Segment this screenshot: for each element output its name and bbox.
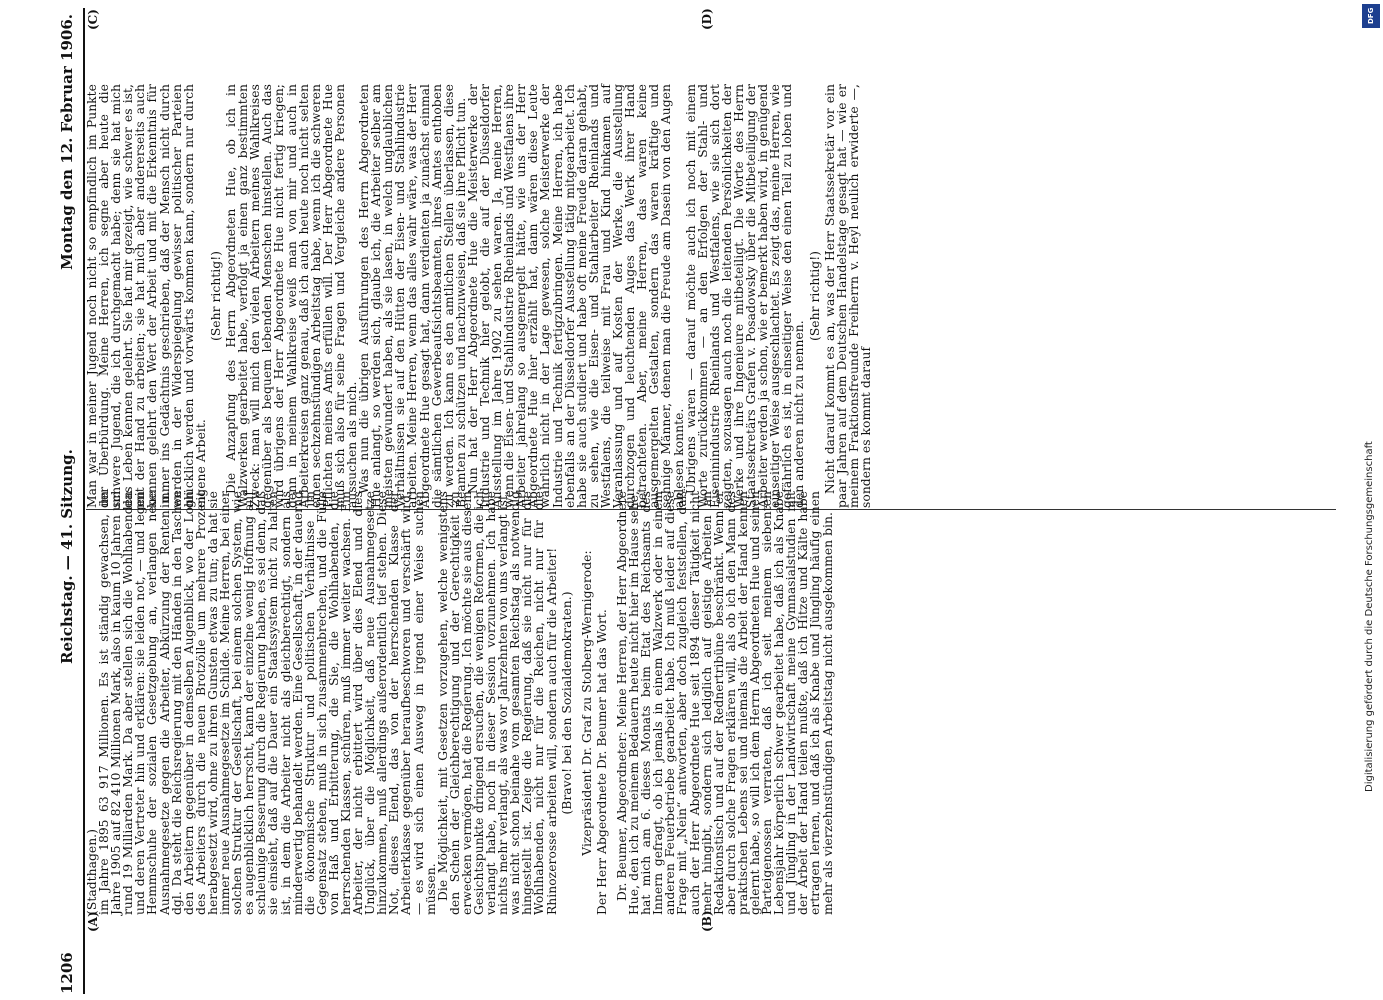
paragraph: Was nun die übrigen Ausführungen des Herrn Abgeordneten Hue anlangt, so werden sich, glaube ich, die Arbeiter selber am meisten gewundert haben, als sie lasen, in welch unglaublichen Verhältnissen sie auf den Hütten der Eisen- und Stahlindustrie arbeiten. Meine Herren, wenn das alles wahr wäre, was der Herr Abgeordnete Hue gesagt hat, dann verdienten ja zunächst einmal die sämtlichen Gewerbeaufsichtsbeamten, ihres Amtes enthoben zu werden. Ich kann es den amtlichen Stellen überlassen, diese Beamten zu schützen und nachzuweisen, daß sie ihre Pflicht tun.	[357, 84, 468, 508]
paragraph: Die Anzapfung des Herrn Abgeordneten Hue, ob ich in Walzwerken gearbeitet habe, verfolgt ja einen ganz bestimmten Zweck: man will mich den vielen Arbeitern meines Wahlkreises gegenüber als bequem lebenden Menschen hinstellen. Auch das wird übrigens der Herr Abgeordnete Hue nicht fertig kriegen; denn in meinem Wahlkreise weiß man von mir und auch in Arbeiterkreisen ganz genau, daß ich auch heute noch nicht selten einen sechzehnstündigen Arbeitstag habe, wenn ich die schweren Pflichten meines Amts erfüllen will. Der Herr Abgeordnete Hue muß sich also für seine Fragen und Vergleiche andere Personen aussuchen als mich.	[224, 84, 359, 508]
left-column	[86, 491, 834, 915]
session-title: Reichstag. — 41. Sitzung.	[58, 449, 76, 664]
margin-marker-d: (D)	[700, 8, 714, 30]
margin-marker-b: (B)	[700, 910, 714, 932]
session-date: Montag den 12. Februar 1906.	[58, 14, 76, 270]
dfg-logo: DFG	[1362, 4, 1380, 28]
approval-note: (Sehr richtig!)	[208, 250, 223, 342]
paragraph: Übrigens waren — darauf möchte auch ich noch mit einem Worte zurückkommen — an den Erfolgen der Stahl- und Eiseninindustrie Rheinlands und Westfalens, wie sie sich dort zeigten, sozusagen auch noch die leitenden Persönlichkeiten der Werke und ihre Ingenieure mitbeteiligt. Die Worte des Herrn Staatssekretärs Grafen v. Posadowsky über die Mitbeteiligung der Arbeiter werden ja schon, wie er bemerkt haben wird, in genügend einseitiger Weise ausgeschlachtet. Es zeigt das, meine Herren, wie gefährlich es ist, in einseitiger Weise den einen Teil zu loben und den anderen nicht zu nennen.	[683, 84, 807, 508]
paragraph: Nun hat der Herr Abgeordnete Hue die Meisterwerke der Industrie und Technik hier gelobt, die auf der Düsseldorfer Ausstellung im Jahre 1902 zu sehen waren. Ja, meine Herren, wenn die Eisen- und Stahlindustrie Rheinlands und Westfalens ihre Arbeiter jahrelang so ausgemergelt hätte, wie uns der Herr Abgeordnete Hue hier erzählt hat, dann wären diese Leute wahrlich nicht in der Lage gewesen, solche Meisterwerke der Industrie und Technik fertigzubringen. Meine Herren, ich habe ebenfalls an der Düsseldorfer Ausstellung tätig mitgearbeitet. Ich habe sie auch studiert und habe oft meine Freude daran gehabt, zu sehen, wie die Eisen- und Stahlarbeiter Rheinlands und Westfalens, die teilweise mit Frau und Kind hinkamen auf Veranlassung und auf Kosten der Werke, die Ausstellung durchzogen und leuchtenden Auges das Werk ihrer Hand betrachteten. Aber, meine Herren, das waren keine ausgemergelten Gestalten, sondern das waren kräftige und sehnige Männer, denen man die Freude am Dasein von den Augen ablesen konnte.	[465, 84, 686, 508]
paragraph: Nicht darauf kommt es an, was der Herr Staatssekretär vor ein paar Jahren auf dem Deutschen Handelstage gesagt hat — wie er meinem Fraktionsfreunde Freiherrn v. Heyl neulich erwiderte —, sondern es kommt darauf	[822, 84, 873, 508]
right-column	[86, 84, 872, 508]
page-header	[58, 8, 82, 994]
paragraph: Dr. Beumer, Abgeordneter: Meine Herren, der Herr Abgeordnete Hue, den ich zu meinem Bedauern heute nicht hier im Hause sehe, hat mich am 6. dieses Monats beim Etat des Reichsamts des Innern gefragt, ob ich jemals in einem Walzwerk oder in einem anderen Feuerbetriebe gearbeitet habe. Ich muß leider auf diese Frage mit „Nein“ antworten, aber doch zugleich feststellen, daß auch der Herr Abgeordnete Hue seit 1894 dieser Tätigkeit nicht mehr hingibt, sondern sich lediglich auf geistige Arbeiten an Redaktionstisch und auf der Rednertribüne beschränkt. Wenn er aber durch solche Fragen erklären will, als ob ich den Mann des praktischen Lebens sei und niemals die Arbeit der Hand kennen gelernt habe, so will ich dem Herrn Abgeordneten Hue und seinen Parteigenossen verraten, daß ich seit meinem siebenten Lebensjahr körperlich schwer gearbeitet habe, daß ich als Knabe und Jüngling in der Landwirtschaft meine Gymnasialstudien mit der Arbeit der Hand teilen mußte, daß ich Hitze und Kälte habe ertragen lernen, und daß ich als Knabe und Jüngling häufig einen mehr als vierzehnstündigen Arbeitstag nicht ausgekommen bin.	[614, 491, 835, 915]
vice-president-line: Vizepräsident Dr. Graf zu Stolberg-Wernigerode:	[579, 550, 594, 856]
paragraph: im Jahre 1895 63 917 Millionen. Es ist ständig gewachsen, im Jahre 1905 auf 82 410 Millionen Mark, also in kaum 10 Jahren um rund 19 Milliarden Mark. Da aber stellen sich die Wohlhabenden und deren Vertreter hin und erklären: sie leiden not, — und legen Hemmschuhe der sozialen Gesetzgebung an, verlangen neue Ausnahmegesetze gegen die Arbeiter, Abkürzung der Renten u. dgl. Da steht die Reichsregierung mit den Händen in den Taschen den Arbeitern gegenüber in demselben Augenblick, wo der Lohn des Arbeiters durch die neuen Brotzölle um mehrere Prozent herabgesetzt wird, ohne zu ihren Gunsten etwas zu tun; da hat sie immer neue Ausnahmegesetze im Schilde. Meine Herren, bei einer solchen Struktur der Gesellschaft, bei einem solchen System, wie es augenblicklich herrscht, kann der einzelne wenig Hoffnung auf schleunige Besserung durch die Regierung haben, es sei denn, daß sie einsieht, daß auf die Dauer ein Staatssystem nicht zu halten ist, in dem die Arbeiter nicht als gleichberechtigt, sondern als minderwertig behandelt werden. Eine Gesellschaft, in der dauernd die ökonomische Struktur und politischen Verhältnisse im Gegensatz stehen, muß in sich zusammenbrechen, und die Fülle von Haß und Erbitterung, die Sie, die Wohlhabenden, die herrschenden Klassen, schüren, muß immer weiter wachsen. Ein Arbeiter, der nicht erbittert wird über dies Elend und dies Unglück, über die Möglichkeit, daß neue Ausnahmegesetze hinzukommen, muß allerdings außerordentlich tief stehen. Diese Not, dieses Elend, das von der herrschenden Klasse der Arbeiterklasse gegenüber heraufbeschworen und verschärft wird, — es wird sich einen Ausweg in irgend einer Weise suchen müssen.	[97, 491, 438, 915]
paragraph: Man war in meiner Jugend noch nicht so empfindlich im Punkte der Überbürdung. Meine Herren, ich segne aber heute die schwere Jugend, die ich durchgemacht habe; denn sie hat mich das Leben kennen gelehrt. Sie hat mir gezeigt, wie schwer es ist, mit der Hand zu arbeiten; sie hat mich aber andererseits auch kennen gelehrt den Wert der Arbeit und mit die Erkenntnis für immer ins Gedächtnis geschrieben, daß der Mensch nicht durch werden in der Widerspiegelung gewisser politischer Parteien glücklich werden und vorwärts kommen kann, sondern nur durch eigene Arbeit.	[85, 84, 208, 508]
margin-marker-c: (C)	[86, 9, 100, 30]
applause-note: (Bravo! bei den Sozialdemokraten.)	[559, 591, 574, 815]
page-number: 1206	[58, 952, 76, 994]
margin-marker-a: (A)	[86, 911, 100, 932]
digitization-credit: Digitalisierung gefördert durch die Deutsche Forschungsgemeinschaft	[1364, 441, 1375, 792]
approval-note: (Sehr richtig!)	[807, 250, 822, 342]
speaker-tag: (Stadthagen.)	[85, 829, 99, 915]
vice-president-announcement: Der Herr Abgeordnete Dr. Beumer hat das Wort.	[594, 609, 609, 915]
paragraph: Die Möglichkeit, mit Gesetzen vorzugehen, welche wenigstens den Schein der Gleichberechtigung und der Gerechtigkeit zu erwecken vermögen, hat die Regierung. Ich möchte sie aus diesem Gesichtspunkte dringend ersuchen, die wenigen Reformen, die ich verlangt habe, noch in dieser Session vorzunehmen. Ich habe nichts mehr verlangt, als was vor Jahrzehnten von uns verlangt ist, was nicht schon beinahe vom gesamten Reichstag als notwendig hingestellt ist. Zeige die Regierung, daß sie nicht nur für die Wohlhabenden, nicht nur für die Reichen, nicht nur für die Rhinozerosse arbeiten will, sondern auch für die Arbeiter!	[435, 491, 559, 915]
